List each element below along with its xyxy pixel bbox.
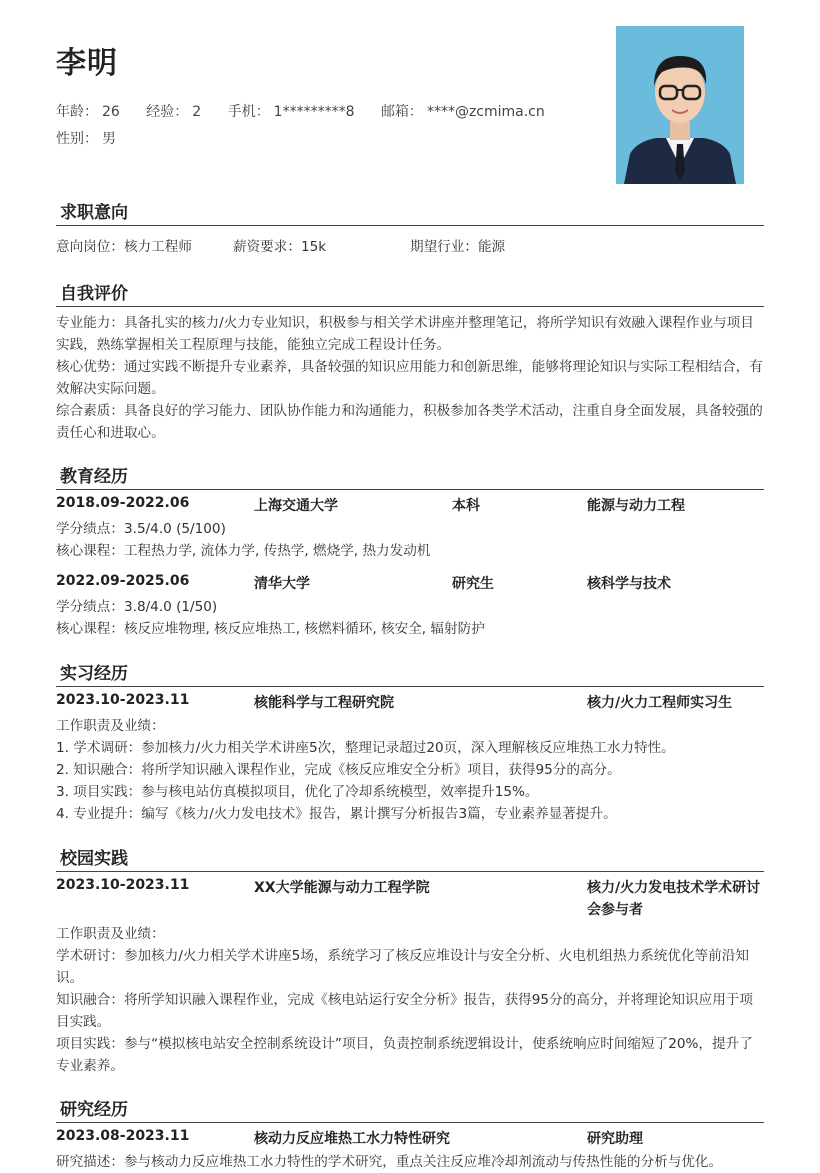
age-field: 年龄： 26 <box>56 104 120 120</box>
research-entry-header <box>56 1128 764 1150</box>
phone-field: 手机： 1*********8 <box>227 104 355 120</box>
basic-info-row <box>56 101 567 121</box>
education-courses: 核心课程：工程热力学, 流体力学, 传热学, 燃烧学, 热力发动机 <box>56 543 431 559</box>
self-eval-professional: 专业能力：具备扎实的核力/火力专业知识，积极参与相关学术讲座并整理笔记，将所学知识有效融入课程作业与项目实践，熟练掌握相关工程原理与技能，能独立完成工程设计任务。 <box>56 315 754 353</box>
list-item: 1. 学术调研：参加核力/火力相关学术讲座5次，整理记录超过20页，深入理解核反应堆热工水力特性。 <box>56 740 675 756</box>
internship-organization: 核能科学与工程研究院 <box>254 695 394 711</box>
self-eval-qualities: 综合素质：具备良好的学习能力、团队协作能力和沟通能力，积极参加各类学术活动，注重自身全面发展，具备较强的责任心和进取心。 <box>56 403 763 441</box>
campus-role: 核力/火力发电技术学术研讨会参与者 <box>587 880 761 918</box>
internship-period: 2023.10-2023.11 <box>56 692 190 708</box>
duty-label: 工作职责及业绩： <box>56 926 165 942</box>
education-entry-header <box>56 573 764 595</box>
intended-position: 意向岗位：核力工程师 <box>56 239 192 255</box>
internship-duties <box>56 715 764 825</box>
section-title-education: 教育经历 <box>56 462 764 490</box>
section-title-research: 研究经历 <box>56 1095 764 1123</box>
education-courses: 核心课程：核反应堆物理, 核反应堆热工, 核燃料循环, 核安全, 辐射防护 <box>56 621 485 637</box>
education-entry-header <box>56 495 764 517</box>
gender-row <box>56 128 138 148</box>
education-school: 清华大学 <box>254 576 310 592</box>
campus-organization: XX大学能源与动力工程学院 <box>254 880 430 896</box>
email-field: 邮箱： ****@zcmima.cn <box>380 104 545 120</box>
experience-field: 经验： 2 <box>146 104 202 120</box>
list-item: 项目实践：参与“模拟核电站安全控制系统设计”项目，负责控制系统逻辑设计，使系统响应时间缩短了20%，提升了专业素养。 <box>56 1036 753 1074</box>
section-title-job-intent: 求职意向 <box>56 198 764 226</box>
portrait-illustration <box>616 26 744 184</box>
campus-period: 2023.10-2023.11 <box>56 877 190 893</box>
candidate-name: 李明 <box>56 46 118 81</box>
education-period: 2018.09-2022.06 <box>56 495 190 511</box>
research-description: 研究描述：参与核动力反应堆热工水力特性的学术研究，重点关注反应堆冷却剂流动与传热性能的分析与优化。 <box>56 1154 723 1170</box>
gender-field: 性别： 男 <box>56 131 116 147</box>
education-period: 2022.09-2025.06 <box>56 573 190 589</box>
list-item: 知识融合：将所学知识融入课程作业，完成《核电站运行安全分析》报告，获得95分的高分，并将理论知识应用于项目实践。 <box>56 992 753 1030</box>
education-major: 能源与动力工程 <box>587 498 685 514</box>
list-item: 2. 知识融合：将所学知识融入课程作业，完成《核反应堆安全分析》项目，获得95分的高分。 <box>56 762 621 778</box>
list-item: 3. 项目实践：参与核电站仿真模拟项目，优化了冷却系统模型，效率提升15%。 <box>56 784 539 800</box>
list-item: 学术研讨：参加核力/火力相关学术讲座5场，系统学习了核反应堆设计与安全分析、火电机组热力系统优化等前沿知识。 <box>56 948 749 986</box>
salary-expectation: 薪资要求：15k <box>233 239 327 255</box>
education-degree: 本科 <box>452 498 480 514</box>
internship-role: 核力/火力工程师实习生 <box>587 695 733 711</box>
self-evaluation-text <box>56 312 764 444</box>
profile-photo <box>616 26 744 184</box>
expected-industry: 期望行业：能源 <box>410 239 506 255</box>
research-topic: 核动力反应堆热工水力特性研究 <box>254 1131 450 1147</box>
education-gpa: 学分绩点：3.5/4.0 (5/100) <box>56 521 226 537</box>
list-item: 4. 专业提升：编写《核力/火力发电技术》报告，累计撰写分析报告3篇，专业素养显著提升。 <box>56 806 617 822</box>
section-title-self-evaluation: 自我评价 <box>56 279 764 307</box>
education-degree: 研究生 <box>452 576 494 592</box>
section-title-internship: 实习经历 <box>56 659 764 687</box>
campus-duties <box>56 923 764 1077</box>
education-major: 核科学与技术 <box>587 576 671 592</box>
research-role: 研究助理 <box>587 1131 643 1147</box>
duty-label: 工作职责及业绩： <box>56 718 165 734</box>
research-period: 2023.08-2023.11 <box>56 1128 190 1144</box>
education-school: 上海交通大学 <box>254 498 338 514</box>
self-eval-strengths: 核心优势：通过实践不断提升专业素养，具备较强的知识应用能力和创新思维，能够将理论知识与实际工程相结合，有效解决实际问题。 <box>56 359 763 397</box>
internship-entry-header <box>56 692 764 714</box>
campus-entry-header <box>56 877 764 918</box>
section-title-campus-practice: 校园实践 <box>56 844 764 872</box>
education-gpa: 学分绩点：3.8/4.0 (1/50) <box>56 599 218 615</box>
